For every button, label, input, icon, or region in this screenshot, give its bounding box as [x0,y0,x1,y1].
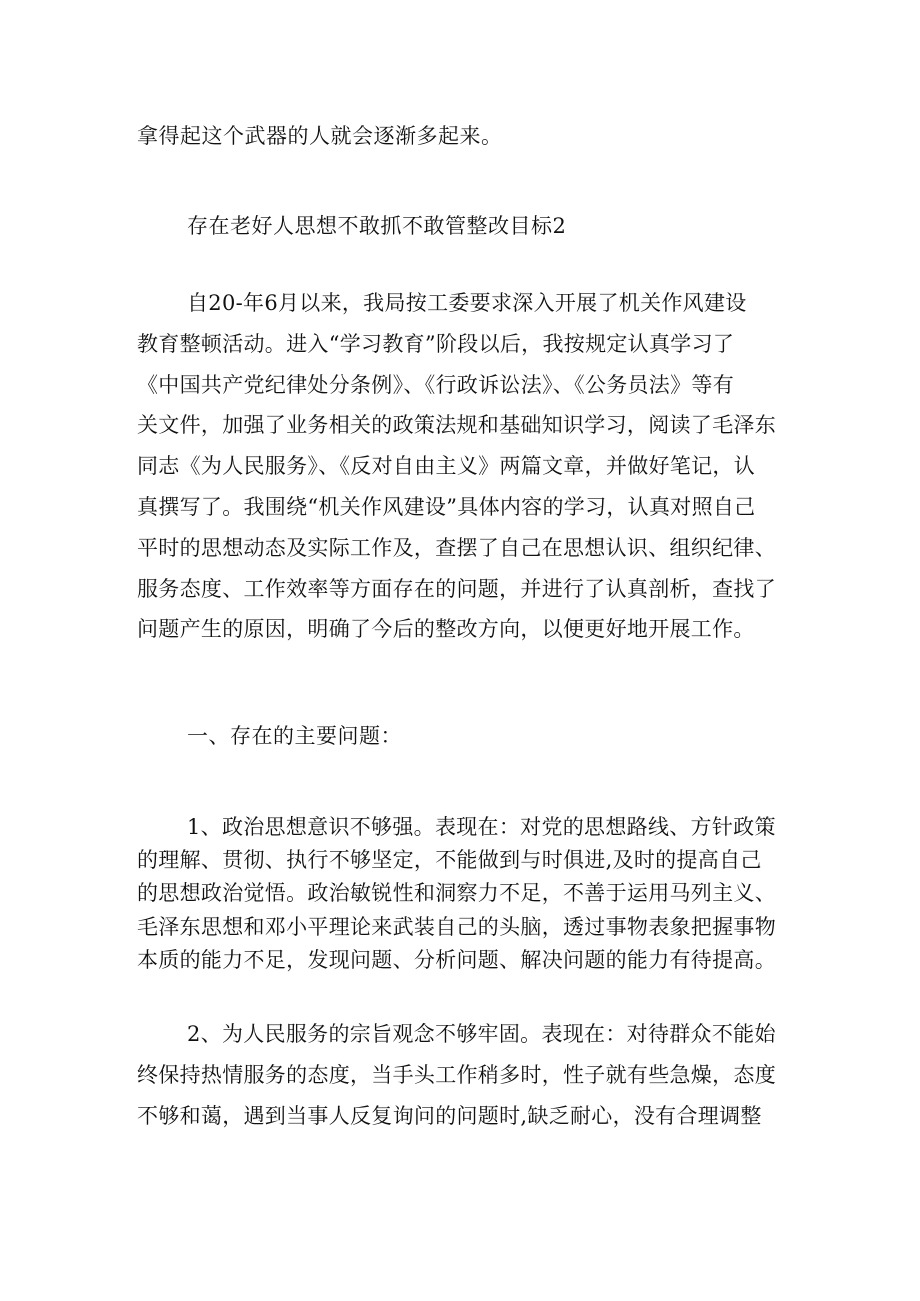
paragraph-line: 的理解、贯彻、执行不够坚定，不能做到与时俱进,及时的提高自己 [137,848,762,873]
intro-paragraph [137,283,797,650]
paragraph-line: 同志《为人民服务》、《反对自由主义》两篇文章，并做好笔记，认 [137,454,755,479]
continuation-line: 拿得起这个武器的人就会逐渐多起来。 [137,124,503,148]
paragraph-line: 2、为人民服务的宗旨观念不够牢固。表现在：对待群众不能始 [187,1022,776,1046]
section-title: 一、存在的主要问题： [187,724,402,748]
paragraph-line: 服务态度、工作效率等方面存在的问题，并进行了认真剖析，查找了 [137,576,776,601]
paragraph-line: 不够和蔼，遇到当事人反复询问的问题时,缺乏耐心，没有合理调整 [137,1103,762,1128]
paragraph-line: 真撰写了。我围绕“机关作风建设”具体内容的学习，认真对照自己 [137,494,756,519]
paragraph-line: 1、政治思想意识不够强。表现在：对党的思想路线、方针政策 [187,815,776,839]
paragraph-line: 终保持热情服务的态度，当手头工作稍多时，性子就有些急燥，态度 [137,1062,776,1087]
paragraph-line: 问题产生的原因，明确了今后的整改方向，以便更好地开展工作。 [137,617,755,642]
paragraph-line: 的思想政治觉悟。政治敏锐性和洞察力不足，不善于运用马列主义、 [137,881,776,906]
paragraph-line: 教育整顿活动。进入“学习教育”阶段以后，我按规定认真学习了 [137,331,735,356]
paragraph-line: 关文件，加强了业务相关的政策法规和基础知识学习，阅读了毛泽东 [137,413,776,438]
item-2-paragraph [137,1014,797,1136]
paragraph-line: 平时的思想动态及实际工作及，查摆了自己在思想认识、组织纪律、 [137,535,776,560]
item-1-paragraph [137,811,797,977]
paragraph-line: 本质的能力不足，发现问题、分析问题、解决问题的能力有待提高。 [137,947,776,972]
paragraph-line: 毛泽东思想和邓小平理论来武装自己的头脑，透过事物表象把握事物 [137,914,776,939]
paragraph-line: 《中国共产党纪律处分条例》、《行政诉讼法》、《公务员法》等有 [137,372,734,397]
document-heading: 存在老好人思想不敢抓不敢管整改目标2 [187,214,567,238]
paragraph-line: 自20-年6月以来，我局按工委要求深入开展了机关作风建设 [187,291,747,315]
